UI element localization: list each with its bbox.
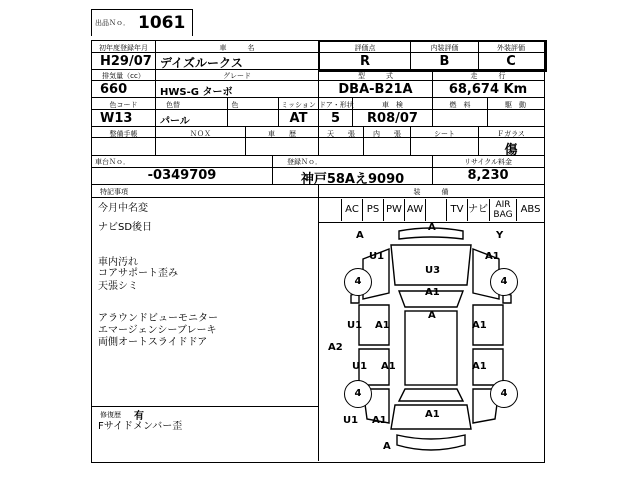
remark-5: 天張シミ bbox=[98, 281, 138, 292]
equip-ac: AC bbox=[341, 199, 362, 221]
value-doors: 5 bbox=[330, 111, 341, 126]
damage-code: A1 bbox=[485, 251, 500, 262]
label-roof: 天 張 bbox=[327, 130, 355, 138]
label-glass: Ｆガラス bbox=[497, 130, 525, 138]
label-color: 色 bbox=[231, 101, 239, 109]
damage-code: U1 bbox=[352, 361, 368, 372]
equip-tv: TV bbox=[446, 199, 467, 221]
rear-bumper bbox=[397, 435, 465, 450]
value-name: デイズルークス bbox=[160, 56, 243, 70]
damage-code: A1 bbox=[372, 415, 387, 426]
wheel-front-right: 4 bbox=[490, 268, 518, 296]
damage-code: A bbox=[383, 441, 391, 452]
label-doors: ドア・形状 bbox=[319, 101, 354, 109]
value-glass: 傷 bbox=[504, 143, 518, 158]
label-equipment: 装 備 bbox=[413, 188, 449, 196]
wheel-front-left: 4 bbox=[344, 268, 372, 296]
label-exterior: 外装評価 bbox=[497, 44, 525, 52]
value-color: パール bbox=[160, 116, 190, 127]
wheel-rear-left: 4 bbox=[344, 380, 372, 408]
label-transmission: ミッション bbox=[281, 101, 316, 109]
value-mileage: 68,674 Km bbox=[448, 82, 528, 97]
repair-note: Fサイドメンバー歪 bbox=[98, 421, 183, 432]
remark-7: エマージェンシーブレーキ bbox=[98, 325, 217, 336]
lot-label: 出品Ｎｏ． bbox=[95, 19, 130, 27]
damage-code: A1 bbox=[472, 320, 487, 331]
value-interior: B bbox=[439, 54, 450, 69]
damage-code: A1 bbox=[425, 287, 440, 298]
value-repair: 有 bbox=[134, 411, 144, 422]
label-repair: 修復歴 bbox=[100, 411, 121, 419]
damage-code: A bbox=[356, 230, 364, 241]
label-name: 車 名 bbox=[219, 44, 255, 52]
label-inspection: 車 検 bbox=[382, 101, 403, 109]
label-recycle: リサイクル料金 bbox=[463, 158, 513, 166]
remark-2: ナビSD後日 bbox=[98, 222, 153, 233]
wheel-rear-right: 4 bbox=[490, 380, 518, 408]
remark-8: 両側オートスライドドア bbox=[98, 337, 208, 348]
damage-code: U3 bbox=[425, 265, 441, 276]
remark-6: アラウンドビューモニター bbox=[98, 313, 218, 324]
label-model: 型 式 bbox=[358, 72, 393, 80]
label-manual: 整備手帳 bbox=[109, 130, 138, 138]
label-drive: 駆 動 bbox=[505, 101, 526, 109]
equip-aw: AW bbox=[404, 199, 425, 221]
damage-code: A bbox=[428, 310, 436, 321]
damage-code: U1 bbox=[369, 251, 385, 262]
value-color-code: W13 bbox=[100, 111, 133, 126]
equip-pw: PW bbox=[383, 199, 404, 221]
label-fuel: 燃 料 bbox=[449, 101, 471, 109]
equip-abs: ABS bbox=[516, 199, 544, 221]
equip-ps: PS bbox=[362, 199, 383, 221]
value-grade: HWS-G ターボ bbox=[160, 87, 233, 98]
roof bbox=[405, 311, 457, 385]
equip-airbag: AIR BAG bbox=[489, 199, 516, 221]
damage-code: Y bbox=[496, 230, 504, 241]
label-history: 車 歴 bbox=[268, 130, 296, 138]
value-displacement: 660 bbox=[100, 82, 128, 97]
label-color-type: 色替 bbox=[166, 101, 180, 109]
label-remarks: 特記事項 bbox=[100, 188, 128, 196]
damage-code: A1 bbox=[375, 320, 390, 331]
value-model: DBA-B21A bbox=[338, 82, 413, 97]
damage-code: A1 bbox=[472, 361, 487, 372]
label-interior2: 内 張 bbox=[373, 130, 401, 138]
remark-1: 今月中名変 bbox=[98, 203, 148, 214]
rear-window bbox=[399, 389, 463, 401]
value-plate: 神戸58Aえ9090 bbox=[300, 172, 405, 187]
damage-code: U1 bbox=[347, 320, 363, 331]
label-mileage: 走 行 bbox=[470, 72, 506, 80]
label-grade: グレード bbox=[223, 72, 251, 80]
damage-code: A1 bbox=[381, 361, 396, 372]
label-color-code: 色コード bbox=[109, 101, 138, 109]
label-nox: ＮＯＸ bbox=[190, 130, 211, 138]
label-year: 初年度登録年月 bbox=[99, 44, 148, 52]
label-score: 評価点 bbox=[354, 44, 376, 52]
equip-navi: ナビ bbox=[467, 199, 488, 221]
label-plate: 登録Ｎｏ． bbox=[287, 158, 322, 166]
remark-3: 車内汚れ bbox=[98, 257, 138, 268]
value-year: H29/07 bbox=[100, 54, 152, 69]
label-displacement: 排気量（cc） bbox=[102, 72, 145, 80]
equip-blank bbox=[425, 199, 446, 221]
value-inspection: R08/07 bbox=[367, 111, 418, 126]
damage-code: A2 bbox=[328, 342, 343, 353]
value-chassis: -0349709 bbox=[147, 168, 217, 183]
label-chassis: 車台Ｎｏ． bbox=[95, 158, 130, 166]
damage-code: A bbox=[428, 222, 436, 233]
value-score: R bbox=[359, 54, 370, 69]
lot-number: 1061 bbox=[138, 13, 186, 33]
value-recycle: 8,230 bbox=[467, 168, 509, 183]
remark-4: コアサポート歪み bbox=[98, 268, 178, 279]
label-interior: 内装評価 bbox=[430, 44, 459, 52]
value-transmission: AT bbox=[289, 111, 308, 126]
damage-code: A1 bbox=[425, 409, 440, 420]
label-seat: シート bbox=[434, 130, 455, 138]
damage-code: U1 bbox=[343, 415, 359, 426]
value-exterior: C bbox=[506, 54, 516, 69]
